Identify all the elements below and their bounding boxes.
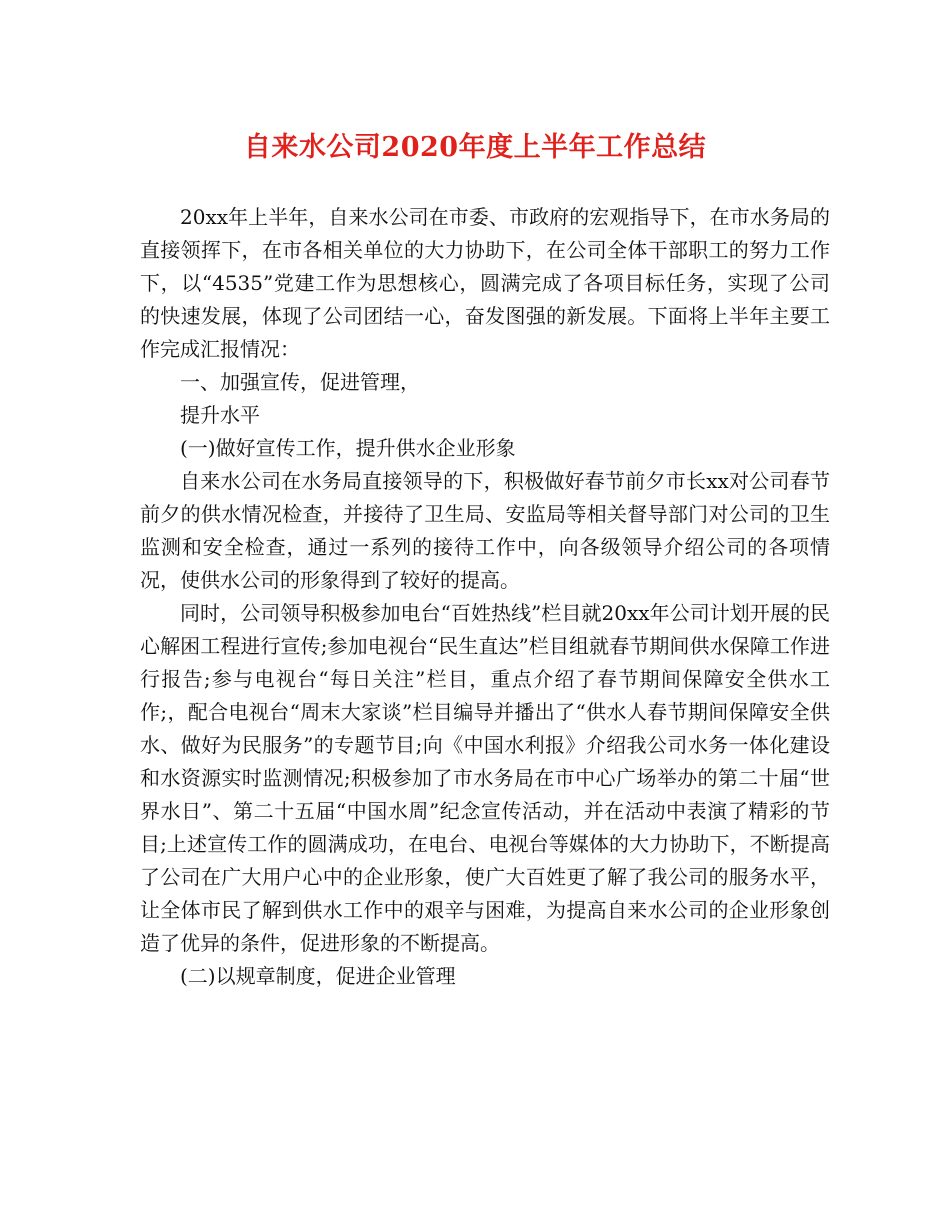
section-heading-1: 一、加强宣传，促进管理， <box>180 370 420 394</box>
document-body <box>140 201 830 993</box>
paragraph-reception: 自来水公司在水务局直接领导的下，积极做好春节前夕市长xx对公司春节前夕的供水情况检查，并接待了卫生局、安监局等相关督导部门对公司的卫生监测和安全检查，通过一系列的接待工作中，向各级领导介绍公司的各项情况，使供水公司的形象得到了较好的提高。 <box>140 469 830 592</box>
paragraph-media-publicity: 同时，公司领导积极参加电台“百姓热线”栏目就20xx年公司计划开展的民心解困工程进行宣传;参加电视台“民生直达”栏目组就春节期间供水保障工作进行报告;参与电视台“每日关注”栏目，重点介绍了春节期间保障安全供水工作;，配合电视台“周末大家谈”栏目编导并播出了“供水人春节期间保障安全供水、做好为民服务”的专题节目;向《中国水利报》介绍我公司水务一体化建设和水资源实时监测情况;积极参加了市水务局在市中心广场举办的第二十届“世界水日”、第二十五届“中国水周”纪念宣传活动，并在活动中表演了精彩的节目;上述宣传工作的圆满成功，在电台、电视台等媒体的大力协助下，不断提高了公司在广大用户心中的企业形象，使广大百姓更了解了我公司的服务水平，让全体市民了解到供水工作中的艰辛与困难，为提高自来水公司的企业形象创造了优异的条件，促进形象的不断提高。 <box>140 601 830 955</box>
document-title: 自来水公司2020年度上半年工作总结 <box>243 132 707 163</box>
subsection-heading-2: (二)以规章制度，促进企业管理 <box>180 964 456 988</box>
paragraph-intro: 20xx年上半年，自来水公司在市委、市政府的宏观指导下，在市水务局的直接领挥下，在市各相关单位的大力协助下，在公司全体干部职工的努力工作下，以“4535”党建工作为思想核心，圆满完成了各项目标任务，实现了公司的快速发展，体现了公司团结一心，奋发图强的新发展。下面将上半年主要工作完成汇报情况： <box>140 205 830 361</box>
section-heading-1-continued: 提升水平 <box>180 403 260 427</box>
subsection-heading-1: (一)做好宣传工作，提升供水企业形象 <box>180 436 516 460</box>
